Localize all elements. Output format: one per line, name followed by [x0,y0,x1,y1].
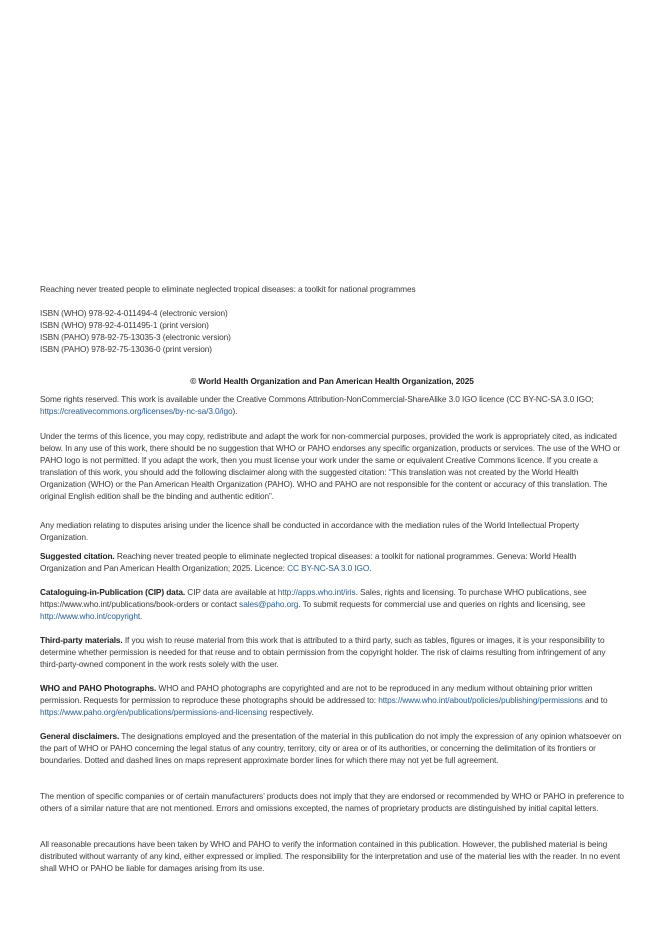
paho-permissions-link[interactable]: https://www.paho.org/en/publications/permissions-and-licensing [40,707,268,717]
citation-end: . [369,563,372,573]
cc-license-link[interactable]: https://creativecommons.org/licenses/by-nc-sa/3.0/igo [40,406,233,416]
cip-paragraph [40,586,624,622]
third-party-lead: Third-party materials. [40,635,123,645]
photographs-lead: WHO and PAHO Photographs. [40,683,157,693]
disclaimers-text: The designations employed and the presentation of the material in this publication do not imply the expression of any opinion whatsoever on the part of WHO or PAHO concerning the legal status of any country, territory, city or area or of its authorities, or concerning the delimitation of its frontiers or boundaries. Dotted and dashed lines on maps represent approximate border lines for which there may not yet be full agreement. [40,731,622,765]
photographs-paragraph [40,682,624,718]
sales-email-link[interactable]: sales@paho.org [239,599,299,609]
third-party-paragraph [40,634,624,670]
cip-text: CIP data are available at [185,587,278,597]
disclaimers-paragraph [40,730,624,766]
isbn-line: ISBN (PAHO) 978-92-75-13035-3 (electronic version) [40,332,231,342]
isbn-list [40,307,624,355]
rights-paragraph [40,393,624,417]
licence-link[interactable]: CC BY-NC-SA 3.0 IGO [287,563,370,573]
isbn-line: ISBN (PAHO) 978-92-75-13036-0 (print version) [40,344,212,354]
citation-lead: Suggested citation. [40,551,115,561]
cip-text: . To submit requests for commercial use and queries on rights and licensing, see [298,599,586,609]
terms-paragraph: Under the terms of this licence, you may copy, redistribute and adapt the work for non-commercial purposes, provided the work is appropriately cited, as indicated below. In any use of this work, there should be no suggestion that WHO or PAHO endorses any specific organization, products or services. The use of the WHO or PAHO logo is not permitted. If you adapt the work, then you must license your work under the same or equivalent Creative Commons licence. If you create a translation of this work, you should add the following disclaimer along with the suggested citation: “This translation was not created by the World Health Organization (WHO) or the Pan American Health Organization (PAHO). WHO and PAHO are not responsible for the content or accuracy of this translation. The original English edition shall be the binding and authentic edition”. [40,431,621,501]
copyright-text: © World Health Organization and Pan American Health Organization, 2025 [190,376,474,386]
iris-link[interactable]: http://apps.who.int/iris [277,587,356,597]
isbn-line: ISBN (WHO) 978-92-4-011495-1 (print version) [40,320,209,330]
cip-text: . Sales, rights and licensing. To purchase WHO publications, see https://www.who.int/publications/book-orders or contact [40,587,587,609]
third-party-text: If you wish to reuse material from this work that is attributed to a third party, such as tables, figures or images, it is your responsibility to determine whether permission is needed for that reuse and to obtain permission from the copyright holder. The risk of claims resulting from infringement of any third-party-owned component in the work rests solely with the user. [40,635,606,669]
copyright-notice [40,375,624,387]
precautions-paragraph: All reasonable precautions have been taken by WHO and PAHO to verify the information contained in this publication. However, the published material is being distributed without warranty of any kind, either expressed or implied. The responsibility for the interpretation and use of the material lies with the reader. In no event shall WHO or PAHO be liable for damages arising from its use. [40,839,621,873]
photographs-text: and to [582,695,608,705]
photographs-text: WHO and PAHO photographs are copyrighted and are not to be reproduced in any medium without obtaining prior written permission. Requests for permission to reproduce these photographs should be addressed to: [40,683,593,705]
rights-end: ). [232,406,238,416]
copyright-link[interactable]: http://www.who.int/copyright [40,611,141,621]
cip-lead: Cataloguing-in-Publication (CIP) data. [40,587,186,597]
who-permissions-link[interactable]: https://www.who.int/about/policies/publishing/permissions [378,695,583,705]
mention-paragraph: The mention of specific companies or of certain manufacturers’ products does not imply that they are endorsed or recommended by WHO or PAHO in preference to others of a similar nature that are not mentioned. Errors and omissions excepted, the names of proprietary products are distinguished by initial capital letters. [40,791,624,813]
isbn-line: ISBN (WHO) 978-92-4-011494-4 (electronic version) [40,308,228,318]
citation-text: Reaching never treated people to eliminate neglected tropical diseases: a toolkit for national programmes. Geneva: World Health Organization and Pan American Health Organization; 2025. Licence: [40,551,577,573]
mediation-paragraph: Any mediation relating to disputes arising under the licence shall be conducted in accordance with the mediation rules of the World Intellectual Property Organization. [40,520,579,542]
cip-text: . [140,611,143,621]
disclaimers-lead: General disclaimers. [40,731,120,741]
publication-title: Reaching never treated people to eliminate neglected tropical diseases: a toolkit for national programmes [40,284,416,294]
citation-paragraph [40,550,624,574]
photographs-text: respectively. [267,707,314,717]
rights-text: Some rights reserved. This work is available under the Creative Commons Attribution-NonCommercial-ShareAlike 3.0 IGO licence (CC BY-NC-SA 3.0 IGO; [40,394,594,404]
